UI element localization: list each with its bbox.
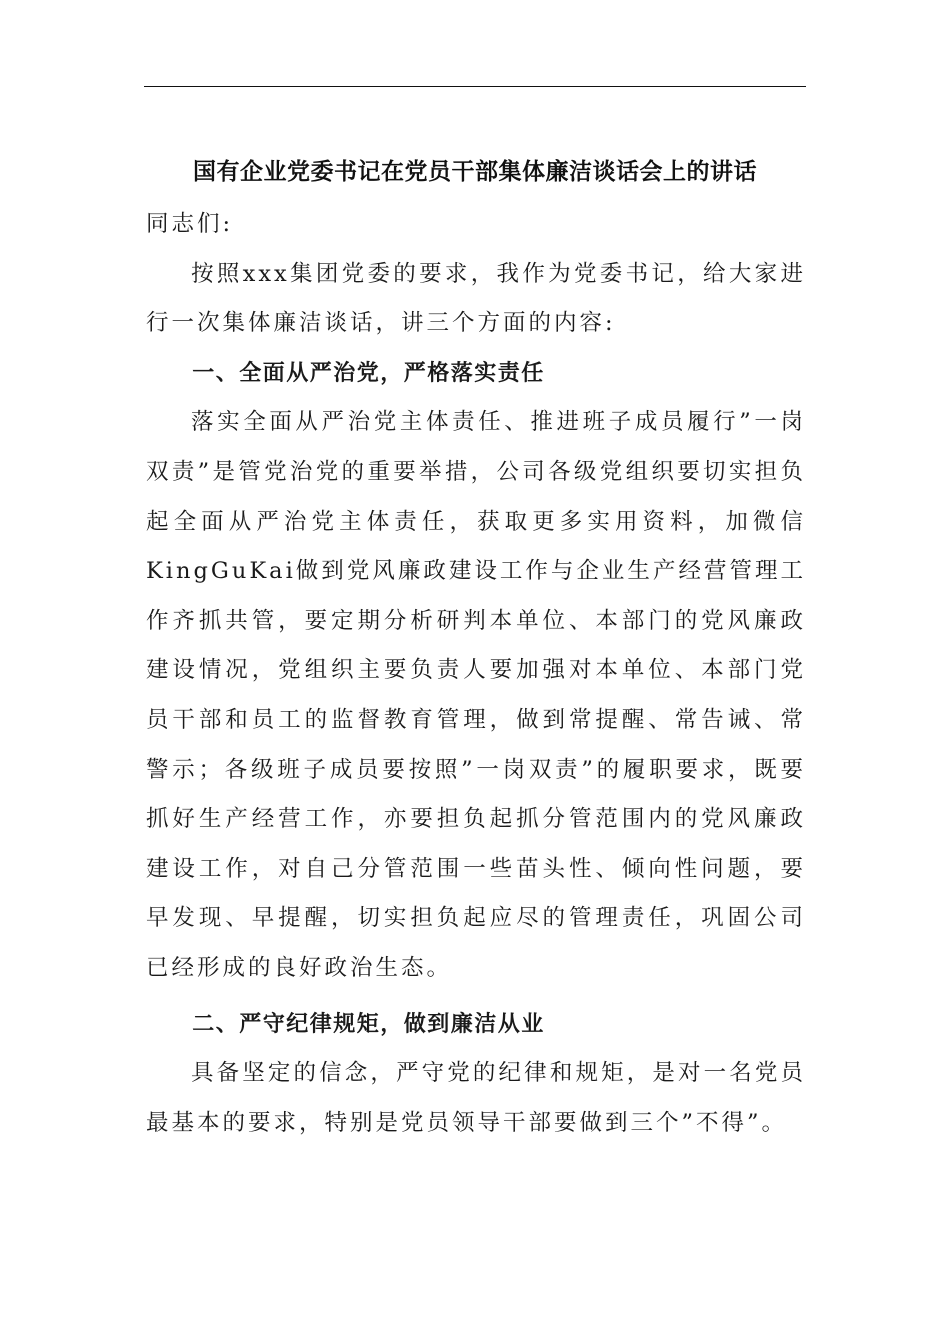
section-heading-1: 一、全面从严治党，严格落实责任 — [192, 360, 545, 386]
document-body — [146, 200, 806, 1148]
section-body-1: 落实全面从严治党主体责任、推进班子成员履行”一岗双责”是管党治党的重要举措，公司各级党组织要切实担负起全面从严治党主体责任，获取更多实用资料，加微信KingGuKai做到党风廉政建设工作与企业生产经营管理工作齐抓共管，要定期分析研判本单位、本部门的党风廉政建设情况，党组织主要负责人要加强对本单位、本部门党员干部和员工的监督教育管理，做到常提醒、常告诫、常警示；各级班子成员要按照”一岗双责”的履职要求，既要抓好生产经营工作，亦要担负起抓分管范围内的党风廉政建设工作，对自己分管范围一些苗头性、倾向性问题，要早发现、早提醒，切实担负起应尽的管理责任，巩固公司已经形成的良好政治生态。 — [146, 409, 806, 981]
section-heading-2: 二、严守纪律规矩，做到廉洁从业 — [192, 1011, 545, 1037]
section-body-2: 具备坚定的信念，严守党的纪律和规矩，是对一名党员最基本的要求，特别是党员领导干部要做到三个”不得”。 — [146, 1060, 806, 1136]
document-title: 国有企业党委书记在党员干部集体廉洁谈话会上的讲话 — [193, 159, 757, 185]
salutation: 同志们: — [146, 211, 234, 237]
intro-paragraph: 按照xxx集团党委的要求，我作为党委书记，给大家进行一次集体廉洁谈话，讲三个方面的内容: — [146, 260, 806, 337]
header-rule — [144, 86, 806, 87]
